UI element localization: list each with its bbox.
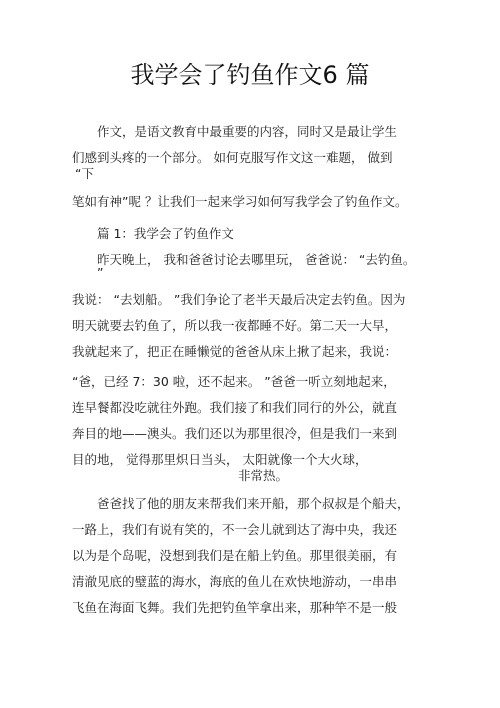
- document-title: 我学会了钓鱼作文6 篇: [130, 61, 370, 89]
- paragraph-line: 非常热。: [238, 468, 289, 483]
- paragraph-line: “爸，已经 7：30 啦，还不起来。 ”爸爸一听立刻地起来，: [72, 374, 396, 389]
- paragraph-line: 目的地， 觉得那里炽日当头， 太阳就像一个大火球，: [72, 452, 368, 467]
- paragraph-line: 我就起来了，把正在睡懒觉的爸爸从床上揪了起来，我说：: [72, 344, 398, 359]
- paragraph-line: 昨天晚上， 我和爸爸讨论去哪里玩， 爸爸说： “去钓鱼。: [97, 252, 416, 267]
- section-heading: 篇 1：我学会了钓鱼作文: [97, 226, 234, 241]
- paragraph-line: 一路上，我们有说有笑的，不一会儿就到达了海中央，我还: [72, 522, 398, 537]
- paragraph-line: ”: [97, 265, 104, 280]
- paragraph-line: 飞鱼在海面飞舞。我们先把钓鱼竿拿出来，那种竿不是一般: [72, 600, 398, 615]
- paragraph-line: 笔如有神”呢 ？让我们一起来学习如何写我学会了钓鱼作文。: [72, 194, 408, 209]
- paragraph-line: 爸爸找了他的朋友来帮我们来开船，那个叔叔是个船夫，: [97, 496, 410, 511]
- paragraph-line: 以为是个岛呢，没想到我们是在船上钓鱼。那里很美丽，有: [72, 548, 398, 563]
- paragraph-line: 奔目的地——澳头。我们还以为那里很冷，但是我们一来到: [72, 426, 398, 441]
- paragraph-line: 作文，是语文教育中最重要的内容，同时又是最让学生: [97, 124, 398, 139]
- paragraph-line: “下: [75, 166, 94, 181]
- paragraph-line: 们感到头疼的一个部分。 如何克服写作文这一难题， 做到: [72, 150, 393, 165]
- paragraph-line: 清澈见底的璧蓝的海水，海底的鱼儿在欢快地游动，一串串: [72, 574, 398, 589]
- paragraph-line: 我说： “去划船。 ”我们争论了老半天最后决定去钓鱼。因为: [72, 292, 406, 307]
- paragraph-line: 明天就要去钓鱼了，所以我一夜都睡不好。第二天一大早，: [72, 318, 398, 333]
- paragraph-line: 连早餐都没吃就往外跑。我们接了和我们同行的外公，就直: [72, 400, 398, 415]
